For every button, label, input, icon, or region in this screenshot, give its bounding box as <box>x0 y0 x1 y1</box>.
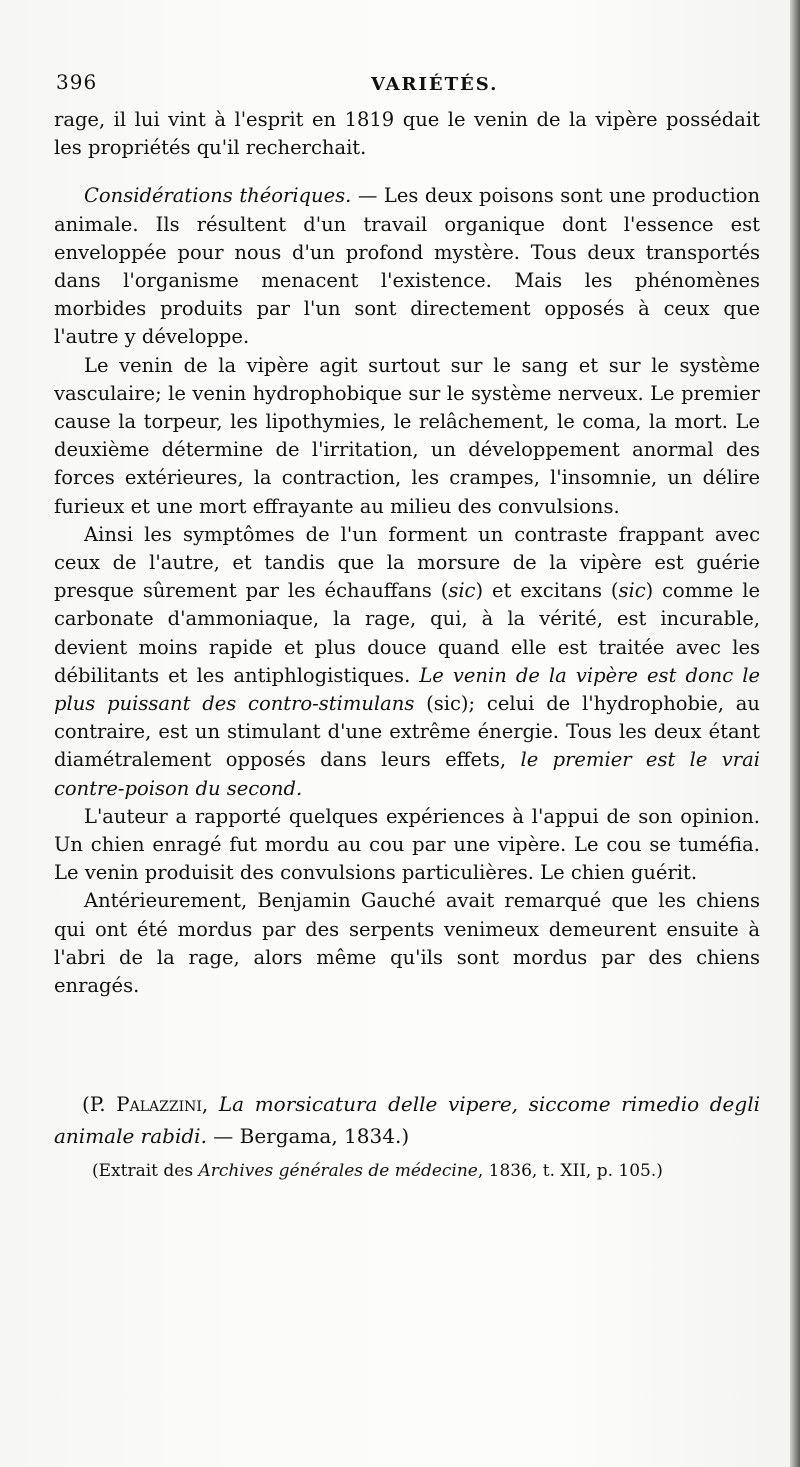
page-header <box>56 66 746 100</box>
extract-text: , 1836, t. XII, p. 105.) <box>477 1161 663 1181</box>
text-run: ) comme le carbonate d'ammoniaque, la rage, qui, à la vérité, est incurable, devient moins rapide et plus douce quand elle est traitée avec les débilitants et les antiphlogistiques. <box>54 579 760 687</box>
source-citation <box>54 1088 760 1152</box>
paragraph-experiments: L'auteur a rapporté quelques expériences à l'appui de son opinion. Un chien enragé fut mordu au cou par une vipère. Le cou se tuméfia. Le venin produisit des convulsions particulières. Le chien guérit. <box>54 804 760 885</box>
citation-title: La morsicatura delle vipere, siccome rimedio degli animale rabidi. <box>54 1092 760 1148</box>
text-run: ) et excitans ( <box>475 579 619 603</box>
citation-text: , <box>201 1092 219 1116</box>
paragraph-text: — Les deux poisons sont une production animale. Ils résultent d'un travail organique dont l'essence est enveloppée pour nous d'un profond mystère. Tous deux transportés dans l'organisme menacent l'existence. Mais les phénomènes morbides produits par l'un sont directement opposés à ceux que l'autre y développe. <box>54 184 761 349</box>
page-edge-shadow <box>790 0 800 1467</box>
paragraph-continuation: rage, il lui vint à l'esprit en 1819 que le venin de la vipère possédait les propriétés qu'il recherchait. <box>54 108 760 160</box>
citation-text: (P. <box>82 1092 117 1116</box>
text-run: Ainsi les symptômes de l'un forment un contraste frappant avec ceux de l'autre, et tandis que la morsure de la vipère est guérie presque sûrement par les échauffans ( <box>54 522 760 603</box>
body-text <box>54 106 760 1000</box>
extract-note <box>92 1158 772 1184</box>
journal-title: Archives générales de médecine <box>198 1161 478 1181</box>
text-run: (sic); celui de l'hydrophobie, au contraire, est un stimulant d'une extrême énergie. Tous les deux étant diamétralement opposés dans leurs effets, <box>54 692 760 772</box>
section-heading: Considérations théoriques. <box>84 184 352 208</box>
citation-place: — Bergama, 1834.) <box>206 1124 410 1148</box>
paragraph-symptoms-contrast <box>54 521 760 803</box>
paragraph-theoretical-considerations <box>54 182 760 351</box>
extract-text: (Extrait des <box>92 1161 199 1181</box>
paragraph-venin-effects: Le venin de la vipère agit surtout sur le sang et sur le système vasculaire; le venin hydrophobique sur le système nerveux. Le premier cause la torpeur, les lipothymies, le relâchement, le coma, la mort. Le deuxième détermine de l'irritation, un développement anormal des forces extérieures, la contraction, les crampes, l'insomnie, un délire furieux et une mort effrayante au milieu des convulsions. <box>54 353 760 518</box>
sic-note: sic <box>448 579 476 603</box>
emphasis-text: Le venin de la vipère est donc le plus puissant des contro-stimulans <box>54 663 760 716</box>
emphasis-text: le premier est le vrai contre-poison du second. <box>54 748 760 800</box>
citation-author: Palazzini <box>116 1092 202 1116</box>
page-number: 396 <box>56 70 98 94</box>
paragraph-gauche-remark: Antérieurement, Benjamin Gauché avait remarqué que les chiens qui ont été mordus par des serpents venimeux demeurent ensuite à l'abri de la rage, alors même qu'ils sont mordus par des chiens enragés. <box>54 889 760 998</box>
running-title: VARIÉTÉS. <box>371 74 499 95</box>
sic-note: sic <box>618 579 646 603</box>
